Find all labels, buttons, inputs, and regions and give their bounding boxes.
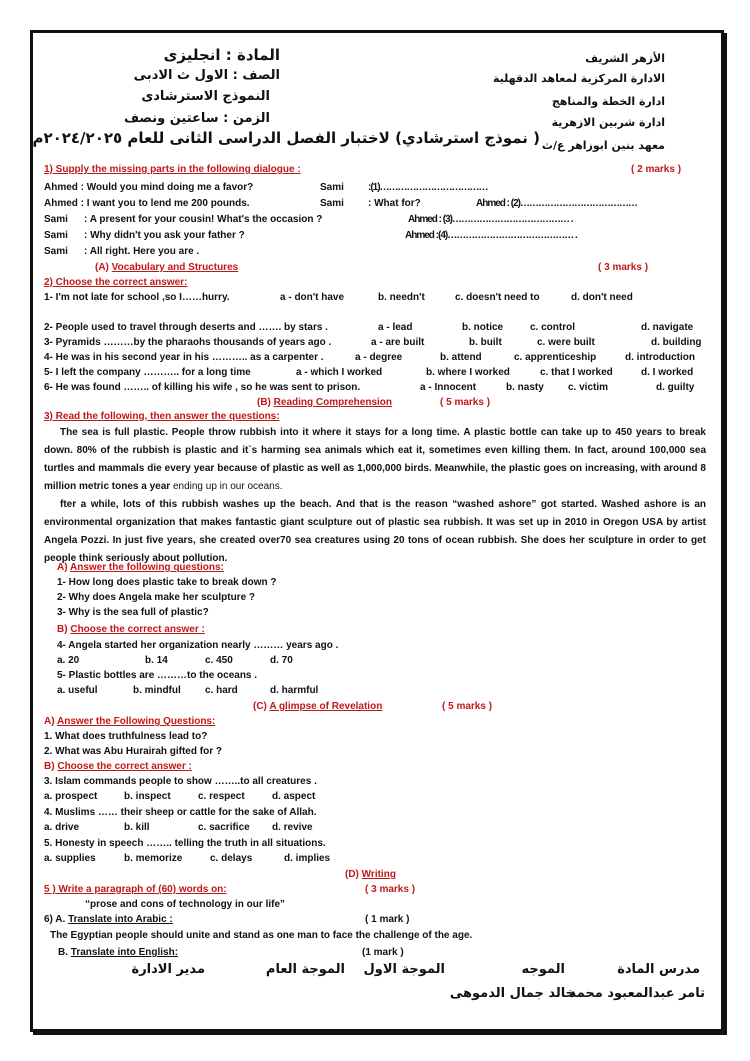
option-b: b. 14 bbox=[145, 655, 168, 666]
option-b: b. memorize bbox=[124, 853, 183, 864]
signature-first-supervisor-role: الموجة الاول bbox=[363, 962, 445, 977]
signature-general-supervisor-role: الموجة العام bbox=[265, 962, 345, 977]
option-d: d. building bbox=[651, 337, 702, 348]
option-d: d. harmful bbox=[270, 685, 319, 696]
header-grade: الصف : الاول ث الادبى bbox=[133, 68, 280, 83]
option-a: a. 20 bbox=[57, 655, 80, 666]
qc-question-4: 4. Muslims …… their sheep or cattle for the sake of Allah. bbox=[44, 807, 317, 818]
option-b: b. built bbox=[469, 337, 502, 348]
dialogue-line-4: : Why didn't you ask your father ? bbox=[84, 230, 245, 241]
option-d: d. I worked bbox=[641, 367, 694, 378]
qc-part-b-title: Choose the correct answer : bbox=[57, 761, 192, 772]
q3-question-1: 1- How long does plastic take to break down ? bbox=[57, 577, 277, 588]
dialogue-line-1: Ahmed : Would you mind doing me a favor? bbox=[44, 182, 254, 193]
option-d: d. introduction bbox=[625, 352, 695, 363]
option-a: a. prospect bbox=[44, 791, 98, 802]
option-a: a. useful bbox=[57, 685, 98, 696]
q6-a-marks: ( 1 mark ) bbox=[365, 914, 410, 925]
option-b: b. mindful bbox=[133, 685, 181, 696]
dialogue-speaker: Sami bbox=[44, 214, 68, 225]
header-time: الزمن : ساعتين ونصف bbox=[123, 111, 270, 126]
option-b: b. notice bbox=[462, 322, 504, 333]
translate-arabic-text: The Egyptian people should unite and stand as one man to face the challenge of the age. bbox=[50, 930, 473, 941]
option-c: c. respect bbox=[198, 791, 245, 802]
q3-part-b-label: B) bbox=[57, 624, 68, 635]
option-b: b. kill bbox=[124, 822, 150, 833]
option-a: a - don't have bbox=[280, 292, 345, 303]
dialogue-speaker: Sami bbox=[320, 182, 344, 193]
qc-part-a-title: Answer the Following Questions: bbox=[56, 716, 216, 727]
option-d: d. guilty bbox=[656, 382, 695, 393]
writing-topic: “prose and cons of technology in our life” bbox=[85, 899, 286, 910]
signature-teacher-name: تامر عبدالمعبود محمد bbox=[569, 986, 705, 1001]
header-left-line-4: ادارة شربين الازهرية bbox=[551, 116, 665, 129]
option-c: c. hard bbox=[205, 685, 238, 696]
header-left-line-3: ادارة الخطة والمناهج bbox=[551, 95, 665, 108]
header-left-line-5: معهد بنين ابوزاهر ع/ث bbox=[541, 139, 665, 152]
q5-writing-title: 5 ) Write a paragraph of (60) words on: bbox=[44, 884, 227, 895]
option-c: c. control bbox=[530, 322, 576, 333]
section-b-title: Reading Comprehension bbox=[273, 397, 393, 408]
q3-question-4: 4- Angela started her organization nearly ……… years ago . bbox=[57, 640, 339, 651]
q3-question-2: 2- Why does Angela make her sculpture ? bbox=[57, 592, 256, 603]
q2-item-4: 4- He was in his second year in his ……….. as a carpenter . bbox=[44, 352, 324, 363]
q2-item-2: 2- People used to travel through deserts and ……. by stars . bbox=[44, 322, 328, 333]
signature-supervisor-name: خالد جمال الدموهى bbox=[449, 986, 575, 1001]
qc-part-a-label: A) bbox=[44, 716, 55, 727]
section-d-title: Writing bbox=[361, 869, 396, 880]
q6-b-marks: (1 mark ) bbox=[362, 947, 404, 958]
q3-question-5: 5- Plastic bottles are ………to the oceans . bbox=[57, 670, 258, 681]
signature-supervisor-role: الموجه bbox=[521, 962, 565, 977]
option-c: c. 450 bbox=[205, 655, 233, 666]
option-c: c. doesn't need to bbox=[455, 292, 540, 303]
dialogue-speaker: Sami bbox=[44, 246, 68, 257]
signature-director-role: مدير الادارة bbox=[131, 962, 205, 977]
section-c-title: A glimpse of Revelation bbox=[269, 701, 383, 712]
section-b-marks: ( 5 marks ) bbox=[440, 397, 491, 408]
option-a: a - degree bbox=[355, 352, 403, 363]
option-d: d. implies bbox=[284, 853, 331, 864]
signature-teacher-role: مدرس المادة bbox=[617, 962, 700, 977]
q6-b-title: Translate into English: bbox=[70, 947, 179, 958]
q1-title: 1) Supply the missing parts in the following dialogue : bbox=[44, 164, 301, 175]
q3-part-a-label: A) bbox=[57, 562, 68, 573]
dialogue-line-5: : All right. Here you are . bbox=[84, 246, 200, 257]
option-b: b. inspect bbox=[124, 791, 171, 802]
section-d-label: (D) bbox=[345, 869, 359, 880]
option-d: d. 70 bbox=[270, 655, 293, 666]
option-b: b. needn't bbox=[378, 292, 425, 303]
option-c: c. that I worked bbox=[540, 367, 613, 378]
q3-part-a-title: Answer the following questions: bbox=[69, 562, 224, 573]
reading-paragraph-1-tail: ending up in our oceans. bbox=[172, 481, 283, 492]
header-model: النموذج الاسترشادى bbox=[141, 89, 270, 104]
q6-a-label: 6) A. bbox=[44, 914, 66, 925]
q3-part-b-title: Choose the correct answer : bbox=[70, 624, 205, 635]
dialogue-blank-4: Ahmed :(4)…………………………………… . bbox=[405, 230, 577, 241]
q3-question-3: 3- Why is the sea full of plastic? bbox=[57, 607, 209, 618]
section-c-marks: ( 5 marks ) bbox=[442, 701, 493, 712]
section-b-label: (B) bbox=[257, 397, 271, 408]
dialogue-blank-1: :(1)……………………………… bbox=[368, 182, 488, 193]
option-d: d. navigate bbox=[641, 322, 694, 333]
q6-b-label: B. bbox=[58, 947, 68, 958]
reading-paragraph-2: fter a while, lots of this rubbish washes up the beach. And that is the reason “washed ashore” got started. Washed ashore is an environmental organization that makes fantastic giant sculpture out of plastic sea rubbish. It was set up in 2010 in Oregon USA by artist Angela Pozzi. In just five years, she created over70 sea creatures using 20 tons of ocean rubbish. She does her sculpture in order to get people think seriously about pollution. bbox=[44, 499, 706, 564]
dialogue-text: : What for? bbox=[368, 198, 421, 209]
option-c: c. were built bbox=[537, 337, 595, 348]
dialogue-speaker: Sami bbox=[44, 230, 68, 241]
option-c: c. sacrifice bbox=[198, 822, 250, 833]
option-b: b. where I worked bbox=[426, 367, 510, 378]
section-a-title: Vocabulary and Structures bbox=[111, 262, 239, 273]
q2-item-3: 3- Pyramids ………by the pharaohs thousands of years ago . bbox=[44, 337, 332, 348]
option-d: d. aspect bbox=[272, 791, 316, 802]
dialogue-blank-3: Ahmed : (3)………………………………… . bbox=[408, 214, 573, 225]
option-a: a - Innocent bbox=[420, 382, 477, 393]
option-a: a - lead bbox=[378, 322, 413, 333]
header-left-line-2: الادارة المركزية لمعاهد الدقهلية bbox=[492, 72, 665, 85]
qc-question-3: 3. Islam commands people to show ……..to all creatures . bbox=[44, 776, 317, 787]
qc-part-b-label: B) bbox=[44, 761, 55, 772]
option-b: b. nasty bbox=[506, 382, 544, 393]
q2-item-1: 1- I'm not late for school ,so I……hurry. bbox=[44, 292, 230, 303]
header-left-line-1: الأزهر الشريف bbox=[585, 52, 665, 65]
q2-item-5: 5- I left the company ……….. for a long time bbox=[44, 367, 251, 378]
qc-question-1: 1. What does truthfulness lead to? bbox=[44, 731, 208, 742]
dialogue-speaker: Sami bbox=[320, 198, 344, 209]
option-d: d. don't need bbox=[571, 292, 633, 303]
option-a: a. drive bbox=[44, 822, 80, 833]
option-b: b. attend bbox=[440, 352, 482, 363]
option-c: c. apprenticeship bbox=[514, 352, 597, 363]
q6-a-title: Translate into Arabic : bbox=[68, 914, 173, 925]
section-c-label: (C) bbox=[253, 701, 267, 712]
dialogue-line-2: Ahmed : I want you to lend me 200 pounds. bbox=[44, 198, 250, 209]
q3-title: 3) Read the following, then answer the questions: bbox=[44, 411, 280, 422]
q1-marks: ( 2 marks ) bbox=[631, 164, 682, 175]
option-a: a - are built bbox=[371, 337, 425, 348]
option-a: a. supplies bbox=[44, 853, 96, 864]
reading-paragraph-1: The sea is full plastic. People throw rubbish into it where it stays for a long time. A plastic bottle can take up to 450 years to break down. 80% of the rubbish is plastic and it`s harming sea animals which eat it, sometimes even killing them. In fact, around 100,000 sea turtles and mammals die every year because of plastic as well as 1,000,000 birds. Meanwhile, the plastic goes on increasing, with around 8 million metric tones a year ending up in our oceans. bbox=[44, 427, 706, 492]
section-a-marks: ( 3 marks ) bbox=[598, 262, 649, 273]
q2-title: 2) Choose the correct answer: bbox=[44, 277, 188, 288]
qc-question-5: 5. Honesty in speech …….. telling the truth in all situations. bbox=[44, 838, 326, 849]
dialogue-line-3: : A present for your cousin! What's the occasion ? bbox=[84, 214, 323, 225]
exam-title: ( نموذج استرشادي) لاختبار الفصل الدراسى الثانى للعام ٢٠٢٤/٢٠٢٥م bbox=[32, 129, 540, 147]
dialogue-blank-2: Ahmed : (2)………………………………… bbox=[476, 198, 637, 209]
option-d: d. revive bbox=[272, 822, 313, 833]
option-c: c. victim bbox=[568, 382, 609, 393]
section-a-label: (A) bbox=[95, 262, 109, 273]
header-subject: المادة : انجليزى bbox=[163, 46, 280, 64]
q5-writing-marks: ( 3 marks ) bbox=[365, 884, 416, 895]
qc-question-2: 2. What was Abu Hurairah gifted for ? bbox=[44, 746, 222, 757]
option-c: c. delays bbox=[210, 853, 253, 864]
option-a: a - which I worked bbox=[296, 367, 383, 378]
q2-item-6: 6- He was found …….. of killing his wife , so he was sent to prison. bbox=[44, 382, 361, 393]
